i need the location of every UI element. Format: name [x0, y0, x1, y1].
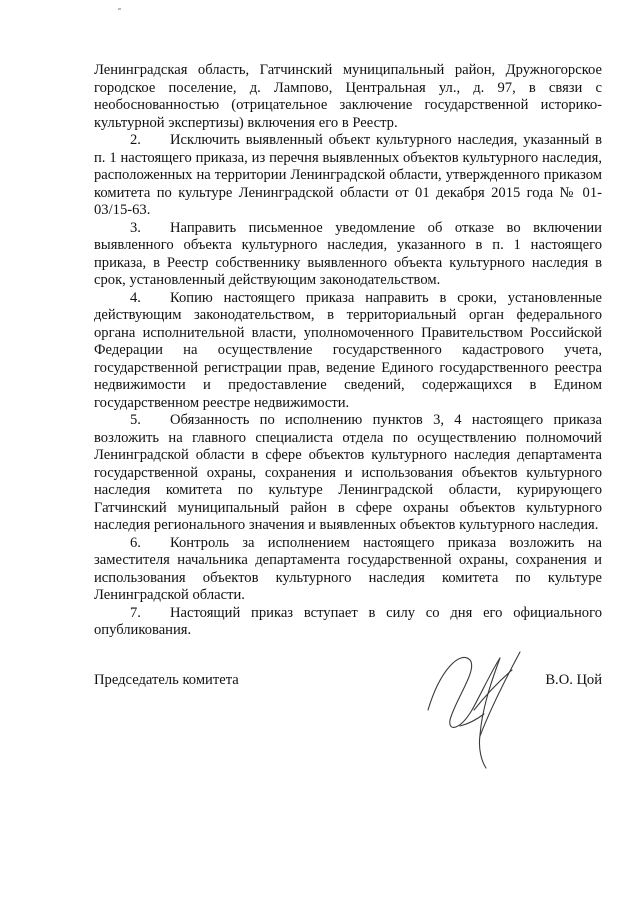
- item-text: Направить письменное уведомление об отказе во включении выявленного объекта культурного наследия, указанного в п. 1 настоящего приказа, в Реестр собственнику выявленного объекта культурного наследия в срок, установленный действующим законодательством.: [94, 219, 602, 288]
- scan-mark: [118, 8, 121, 10]
- item-text: Обязанность по исполнению пунктов 3, 4 настоящего приказа возложить на главного специалиста отдела по осуществлению полномочий Ленинградской области в сфере объектов культурного наследия департамента государственной охраны, сохранения и использования объектов культурного наследия комитета по культуре Ленинградской области, курирующего Гатчинский муниципальный район в сфере охраны объектов культурного наследия регионального значения и выявленных объектов культурного наследия.: [94, 412, 602, 533]
- item-text: Контроль за исполнением настоящего приказа возложить на заместителя начальника департамента государственной охраны, сохранения и использования объектов культурного наследия комитета по культуре Ленинградской области.: [94, 534, 602, 603]
- document-body: [94, 62, 602, 640]
- item-4: [94, 290, 602, 413]
- item-number: 2.: [130, 132, 141, 148]
- item-3: [94, 220, 602, 290]
- item-text: Настоящий приказ вступает в силу со дня его официального опубликования.: [94, 604, 602, 638]
- intro-paragraph: Ленинградская область, Гатчинский муниципальный район, Дружногорское городское поселение, д. Лампово, Центральная ул., д. 97, в связи с необоснованностью (отрицательное заключение государственной историко-культурной экспертизы) включения его в Реестр.: [94, 62, 602, 131]
- signatory-name: В.О. Цой: [545, 672, 602, 688]
- item-2: [94, 132, 602, 220]
- item-number: 4.: [130, 289, 141, 306]
- item-5: [94, 412, 602, 535]
- item-number: 3.: [130, 219, 141, 236]
- item-6: [94, 535, 602, 605]
- item-number: 5.: [130, 412, 141, 428]
- item-text: Исключить выявленный объект культурного наследия, указанный в п. 1 настоящего приказа, из перечня выявленных объектов культурного наследия, расположенных на территории Ленинградской области, утвержденного приказом комитета по культуре Ленинградской области от 01 декабря 2015 года № 01-03/15-63.: [94, 132, 602, 218]
- signatory-title: Председатель комитета: [94, 672, 239, 688]
- item-number: 7.: [130, 604, 141, 621]
- handwritten-signature-icon: [420, 640, 530, 770]
- item-number: 6.: [130, 534, 141, 551]
- item-text: Копию настоящего приказа направить в сроки, установленные действующим законодательством, в территориальный орган федерального органа исполнительной власти, уполномоченного Правительством Российской Федерации на осуществление государственного кадастрового учета, государственной регистрации прав, ведение Единого государственного реестра недвижимости и предоставление сведений, содержащихся в Едином государственном реестре недвижимости.: [94, 289, 602, 411]
- item-7: [94, 605, 602, 640]
